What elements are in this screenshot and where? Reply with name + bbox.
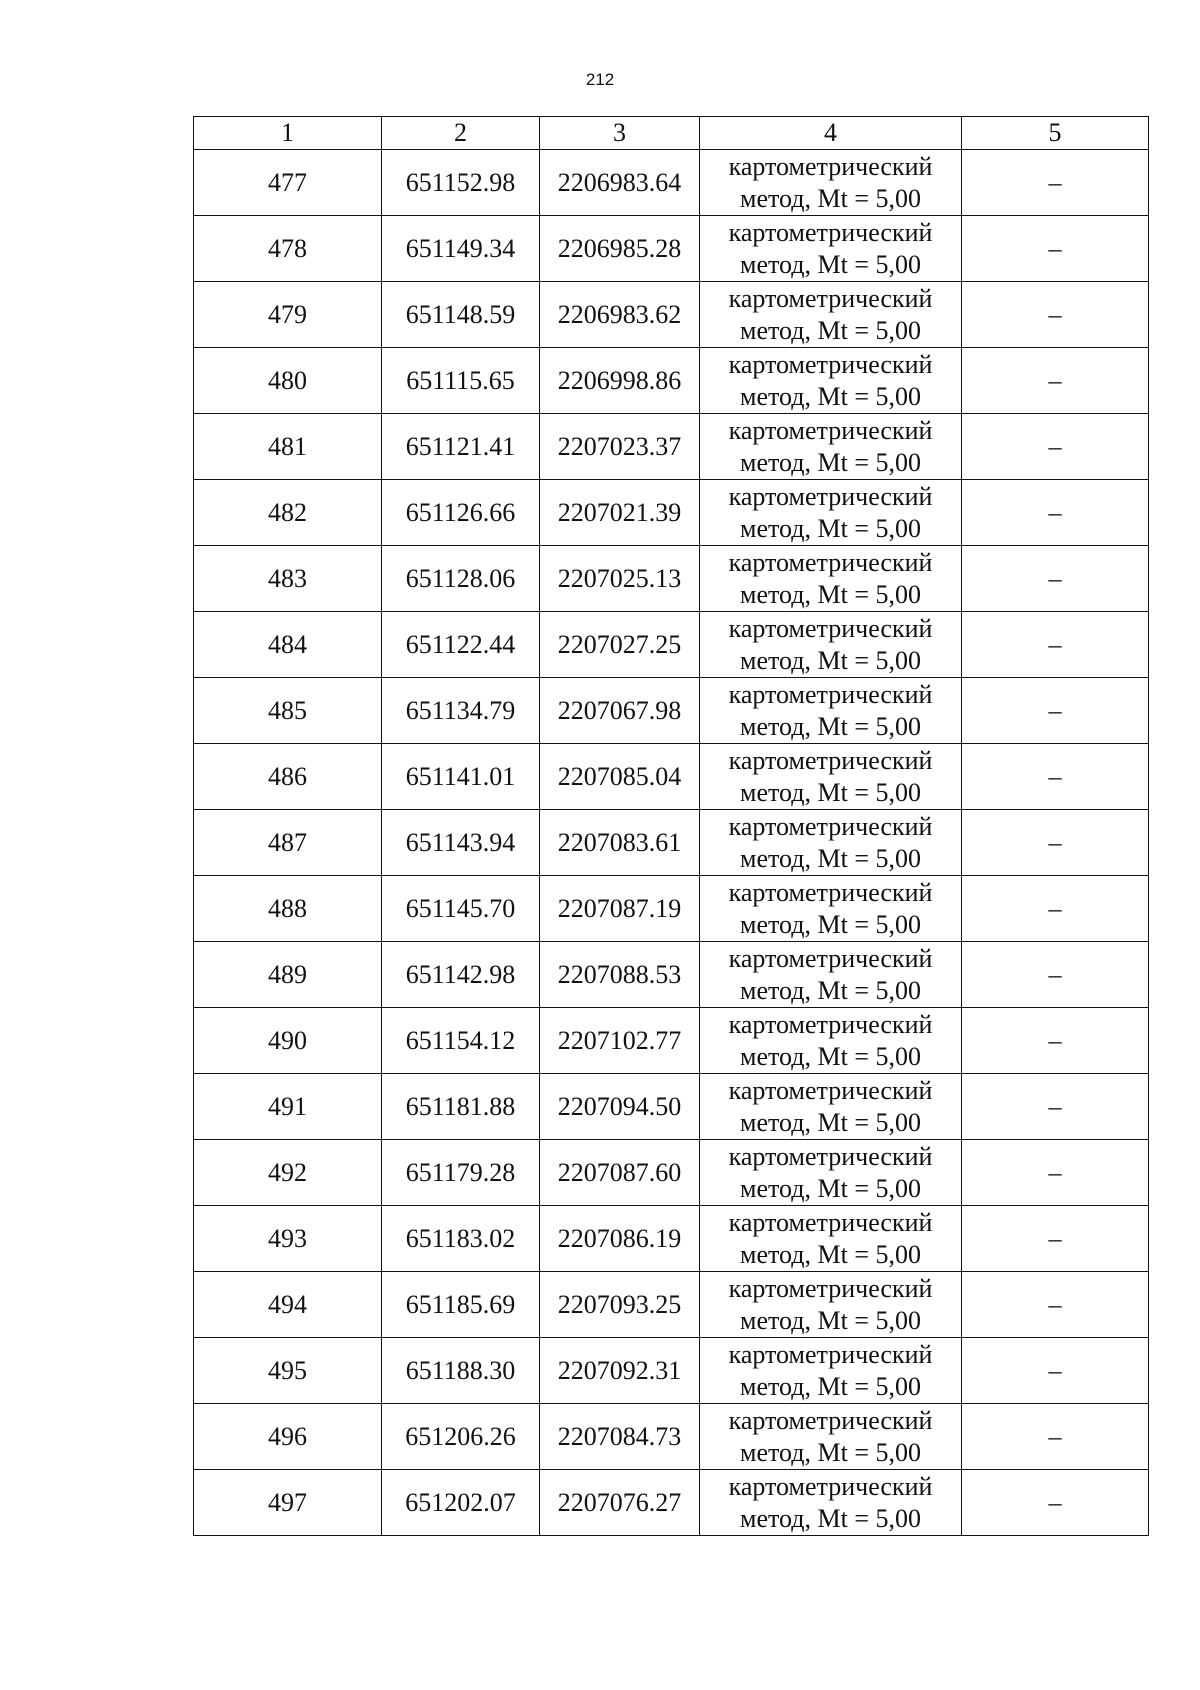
x-coordinate-cell: 651152.98: [382, 150, 540, 216]
y-coordinate-cell: 2206998.86: [540, 348, 700, 414]
method-line-1: картометрический: [728, 349, 933, 379]
y-coordinate-cell: 2206983.62: [540, 282, 700, 348]
table-row: [194, 1470, 1149, 1536]
table-row: [194, 546, 1149, 612]
method-cell: [700, 282, 962, 348]
y-coordinate-cell: 2207087.60: [540, 1140, 700, 1206]
y-coordinate-cell: 2207023.37: [540, 414, 700, 480]
method-cell: [700, 348, 962, 414]
table-row: [194, 744, 1149, 810]
method-cell: [700, 216, 962, 282]
method-line-1: картометрический: [728, 217, 933, 247]
note-cell: –: [962, 1206, 1149, 1272]
x-coordinate-cell: 651183.02: [382, 1206, 540, 1272]
x-coordinate-cell: 651149.34: [382, 216, 540, 282]
y-coordinate-cell: 2207085.04: [540, 744, 700, 810]
table-row: [194, 480, 1149, 546]
y-coordinate-cell: 2207092.31: [540, 1338, 700, 1404]
point-number-cell: 491: [194, 1074, 382, 1140]
page-number: 212: [585, 70, 615, 89]
point-number-cell: 478: [194, 216, 382, 282]
note-cell: –: [962, 678, 1149, 744]
table-row: [194, 414, 1149, 480]
method-line-2: метод, Mt = 5,00: [740, 843, 921, 873]
method-cell: [700, 810, 962, 876]
note-cell: –: [962, 612, 1149, 678]
y-coordinate-cell: 2207083.61: [540, 810, 700, 876]
method-line-1: картометрический: [728, 415, 933, 445]
method-cell: [700, 942, 962, 1008]
note-cell: –: [962, 348, 1149, 414]
method-line-2: метод, Mt = 5,00: [740, 249, 921, 279]
point-number-cell: 480: [194, 348, 382, 414]
point-number-cell: 487: [194, 810, 382, 876]
method-line-1: картометрический: [728, 151, 933, 181]
y-coordinate-cell: 2207094.50: [540, 1074, 700, 1140]
point-number-cell: 477: [194, 150, 382, 216]
method-cell: [700, 1008, 962, 1074]
x-coordinate-cell: 651148.59: [382, 282, 540, 348]
note-cell: –: [962, 1470, 1149, 1536]
method-line-1: картометрический: [728, 877, 933, 907]
method-line-2: метод, Mt = 5,00: [740, 645, 921, 675]
x-coordinate-cell: 651145.70: [382, 876, 540, 942]
table-row: [194, 1404, 1149, 1470]
note-cell: –: [962, 282, 1149, 348]
point-number-cell: 486: [194, 744, 382, 810]
method-cell: [700, 1470, 962, 1536]
point-number-cell: 489: [194, 942, 382, 1008]
method-cell: [700, 1074, 962, 1140]
method-cell: [700, 414, 962, 480]
point-number-cell: 490: [194, 1008, 382, 1074]
method-cell: [700, 678, 962, 744]
method-line-2: метод, Mt = 5,00: [740, 1041, 921, 1071]
table-row: [194, 612, 1149, 678]
table-row: [194, 216, 1149, 282]
x-coordinate-cell: 651188.30: [382, 1338, 540, 1404]
point-number-cell: 494: [194, 1272, 382, 1338]
method-line-2: метод, Mt = 5,00: [740, 183, 921, 213]
note-cell: –: [962, 1140, 1149, 1206]
x-coordinate-cell: 651122.44: [382, 612, 540, 678]
x-coordinate-cell: 651141.01: [382, 744, 540, 810]
method-line-2: метод, Mt = 5,00: [740, 711, 921, 741]
method-line-2: метод, Mt = 5,00: [740, 579, 921, 609]
point-number-cell: 482: [194, 480, 382, 546]
y-coordinate-cell: 2206983.64: [540, 150, 700, 216]
note-cell: –: [962, 876, 1149, 942]
method-line-1: картометрический: [728, 481, 933, 511]
note-cell: –: [962, 480, 1149, 546]
x-coordinate-cell: 651181.88: [382, 1074, 540, 1140]
x-coordinate-cell: 651143.94: [382, 810, 540, 876]
y-coordinate-cell: 2207025.13: [540, 546, 700, 612]
method-line-2: метод, Mt = 5,00: [740, 381, 921, 411]
method-cell: [700, 1140, 962, 1206]
point-number-cell: 485: [194, 678, 382, 744]
table-row: [194, 150, 1149, 216]
y-coordinate-cell: 2207067.98: [540, 678, 700, 744]
column-header-1: 1: [194, 117, 382, 150]
note-cell: –: [962, 810, 1149, 876]
y-coordinate-cell: 2207086.19: [540, 1206, 700, 1272]
method-line-2: метод, Mt = 5,00: [740, 447, 921, 477]
point-number-cell: 481: [194, 414, 382, 480]
method-line-2: метод, Mt = 5,00: [740, 909, 921, 939]
point-number-cell: 484: [194, 612, 382, 678]
point-number-cell: 495: [194, 1338, 382, 1404]
y-coordinate-cell: 2207102.77: [540, 1008, 700, 1074]
column-header-5: 5: [962, 117, 1149, 150]
method-line-2: метод, Mt = 5,00: [740, 1437, 921, 1467]
y-coordinate-cell: 2206985.28: [540, 216, 700, 282]
method-line-2: метод, Mt = 5,00: [740, 1503, 921, 1533]
method-cell: [700, 1206, 962, 1272]
method-line-1: картометрический: [728, 811, 933, 841]
point-number-cell: 488: [194, 876, 382, 942]
method-line-2: метод, Mt = 5,00: [740, 513, 921, 543]
method-line-1: картометрический: [728, 943, 933, 973]
point-number-cell: 497: [194, 1470, 382, 1536]
method-cell: [700, 1338, 962, 1404]
table-row: [194, 282, 1149, 348]
method-line-1: картометрический: [728, 745, 933, 775]
x-coordinate-cell: 651134.79: [382, 678, 540, 744]
note-cell: –: [962, 414, 1149, 480]
method-cell: [700, 744, 962, 810]
note-cell: –: [962, 1272, 1149, 1338]
method-line-2: метод, Mt = 5,00: [740, 1107, 921, 1137]
coordinates-table: [193, 116, 1149, 1536]
x-coordinate-cell: 651179.28: [382, 1140, 540, 1206]
point-number-cell: 493: [194, 1206, 382, 1272]
method-cell: [700, 612, 962, 678]
table-row: [194, 876, 1149, 942]
table-row: [194, 348, 1149, 414]
y-coordinate-cell: 2207021.39: [540, 480, 700, 546]
column-header-3: 3: [540, 117, 700, 150]
note-cell: –: [962, 1404, 1149, 1470]
table-row: [194, 1338, 1149, 1404]
x-coordinate-cell: 651128.06: [382, 546, 540, 612]
method-line-1: картометрический: [728, 1339, 933, 1369]
table-row: [194, 942, 1149, 1008]
method-line-2: метод, Mt = 5,00: [740, 777, 921, 807]
method-line-1: картометрический: [728, 613, 933, 643]
table-row: [194, 810, 1149, 876]
note-cell: –: [962, 942, 1149, 1008]
point-number-cell: 479: [194, 282, 382, 348]
note-cell: –: [962, 150, 1149, 216]
table-row: [194, 1206, 1149, 1272]
x-coordinate-cell: 651154.12: [382, 1008, 540, 1074]
method-line-1: картометрический: [728, 1273, 933, 1303]
table-row: [194, 1008, 1149, 1074]
note-cell: –: [962, 1008, 1149, 1074]
table-header-row: [194, 117, 1149, 150]
column-header-4: 4: [700, 117, 962, 150]
table-body: [194, 150, 1149, 1536]
note-cell: –: [962, 1074, 1149, 1140]
y-coordinate-cell: 2207093.25: [540, 1272, 700, 1338]
table-row: [194, 678, 1149, 744]
method-line-1: картометрический: [728, 1471, 933, 1501]
method-cell: [700, 1272, 962, 1338]
method-line-1: картометрический: [728, 1405, 933, 1435]
method-line-2: метод, Mt = 5,00: [740, 1305, 921, 1335]
method-cell: [700, 480, 962, 546]
method-cell: [700, 876, 962, 942]
method-line-2: метод, Mt = 5,00: [740, 975, 921, 1005]
method-line-1: картометрический: [728, 679, 933, 709]
method-line-1: картометрический: [728, 1207, 933, 1237]
y-coordinate-cell: 2207087.19: [540, 876, 700, 942]
method-line-1: картометрический: [728, 283, 933, 313]
y-coordinate-cell: 2207076.27: [540, 1470, 700, 1536]
y-coordinate-cell: 2207088.53: [540, 942, 700, 1008]
column-header-2: 2: [382, 117, 540, 150]
method-line-1: картометрический: [728, 547, 933, 577]
point-number-cell: 492: [194, 1140, 382, 1206]
method-line-1: картометрический: [728, 1009, 933, 1039]
note-cell: –: [962, 546, 1149, 612]
x-coordinate-cell: 651121.41: [382, 414, 540, 480]
method-line-2: метод, Mt = 5,00: [740, 315, 921, 345]
note-cell: –: [962, 744, 1149, 810]
table-row: [194, 1074, 1149, 1140]
x-coordinate-cell: 651202.07: [382, 1470, 540, 1536]
table-row: [194, 1140, 1149, 1206]
point-number-cell: 496: [194, 1404, 382, 1470]
method-line-2: метод, Mt = 5,00: [740, 1173, 921, 1203]
x-coordinate-cell: 651142.98: [382, 942, 540, 1008]
y-coordinate-cell: 2207084.73: [540, 1404, 700, 1470]
method-cell: [700, 150, 962, 216]
method-cell: [700, 1404, 962, 1470]
method-line-2: метод, Mt = 5,00: [740, 1371, 921, 1401]
x-coordinate-cell: 651185.69: [382, 1272, 540, 1338]
method-cell: [700, 546, 962, 612]
table-row: [194, 1272, 1149, 1338]
method-line-1: картометрический: [728, 1141, 933, 1171]
x-coordinate-cell: 651126.66: [382, 480, 540, 546]
point-number-cell: 483: [194, 546, 382, 612]
x-coordinate-cell: 651206.26: [382, 1404, 540, 1470]
method-line-1: картометрический: [728, 1075, 933, 1105]
x-coordinate-cell: 651115.65: [382, 348, 540, 414]
method-line-2: метод, Mt = 5,00: [740, 1239, 921, 1269]
note-cell: –: [962, 1338, 1149, 1404]
y-coordinate-cell: 2207027.25: [540, 612, 700, 678]
note-cell: –: [962, 216, 1149, 282]
